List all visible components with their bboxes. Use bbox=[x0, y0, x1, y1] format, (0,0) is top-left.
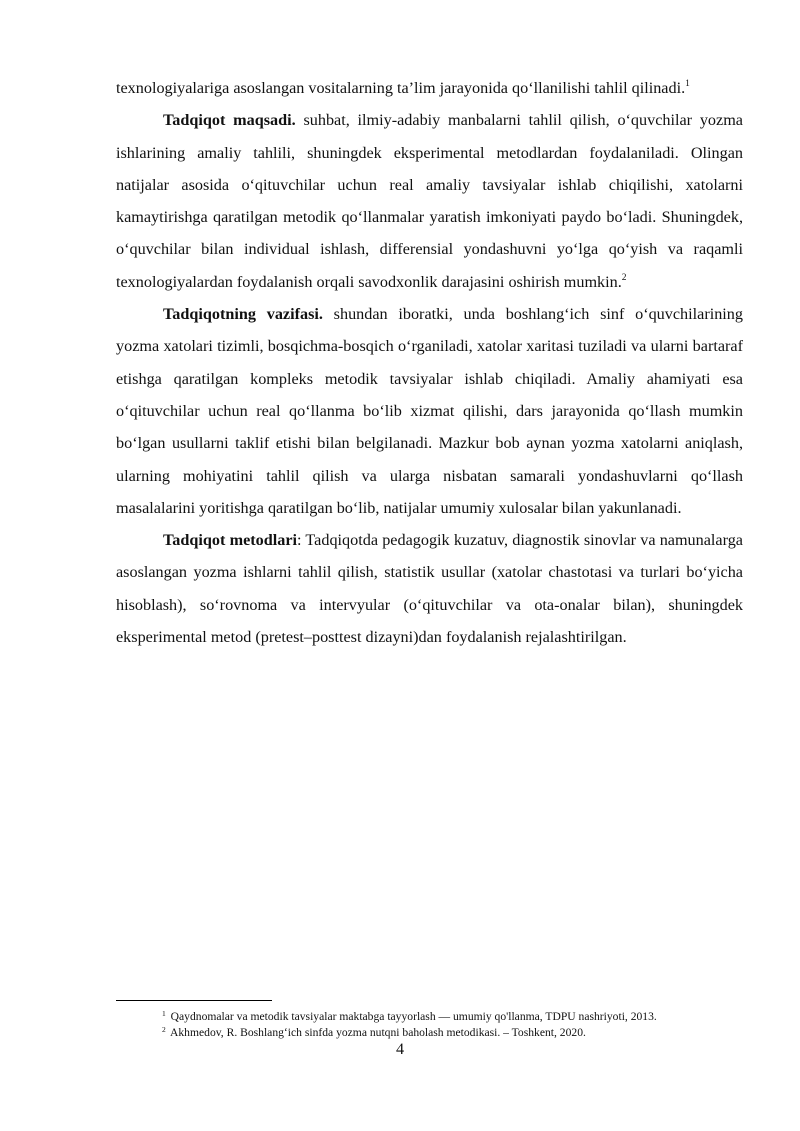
footnote-text: Akhmedov, R. Boshlang‘ich sinfda yozma nutqni baholash metodikasi. – Toshkent, 2020. bbox=[170, 1025, 586, 1039]
paragraph-text: suhbat, ilmiy-adabiy manbalarni tahlil qilish, o‘quvchilar yozma ishlarining amaliy tahlili, shuningdek eksperimental metodlardan foydalaniladi. Olingan natijalar asosida o‘qituvchilar uchun real amaliy tavsiyalar ishlab chiqilishi, xatolarni kamaytirishga qaratilgan metodik qo‘llanmalar yaratish imkoniyati paydo bo‘ladi. Shuningdek, o‘quvchilar bilan individual ishlash, differensial yondashuvni yo‘lga qo‘yish va raqamli texnologiyalardan foydalanish orqali savodxonlik darajasini oshirish mumkin. bbox=[116, 111, 743, 291]
page-body bbox=[116, 72, 743, 653]
paragraph-tasks bbox=[116, 298, 743, 524]
footnote-separator bbox=[116, 1000, 272, 1001]
paragraph-goal bbox=[116, 104, 743, 298]
section-heading-methods: Tadqiqot metodlari bbox=[163, 531, 298, 550]
footnote-number: 2 bbox=[162, 1024, 166, 1034]
footnote-ref-1[interactable]: 1 bbox=[685, 79, 690, 89]
paragraph-intro bbox=[116, 72, 743, 104]
footnote-number: 1 bbox=[162, 1009, 166, 1018]
page-number: 4 bbox=[395, 1040, 405, 1058]
section-heading-goal: Tadqiqot maqsadi. bbox=[163, 111, 296, 130]
footnote-ref-2[interactable]: 2 bbox=[621, 272, 627, 283]
footnotes bbox=[162, 1009, 752, 1040]
paragraph-methods bbox=[116, 524, 743, 653]
paragraph-text: shundan iboratki, unda boshlang‘ich sinf o‘quvchilarining yozma xatolari tizimli, bosqichma-bosqich o‘rganiladi, xatolar xaritasi tuziladi va ularni bartaraf etishga qaratilgan kompleks metodik tavsiyalar ishlab chiqiladi. Amaliy ahamiyati esa o‘qituvchilar uchun real qo‘llanma bo‘lib xizmat qilishi, dars jarayonida qo‘llash mumkin bo‘lgan usullarni taklif etishi bilan belgilanadi. Mazkur bob aynan yozma xatolarni aniqlash, ularning mohiyatini tahlil qilish va ularga nisbatan samarali yondashuvlarni qo‘llash masalalarini yoritishga qaratilgan bo‘lib, natijalar umumiy xulosalar bilan yakunlanadi. bbox=[116, 305, 743, 517]
section-heading-tasks: Tadqiqotning vazifasi. bbox=[163, 305, 323, 324]
paragraph-text: : Tadqiqotda pedagogik kuzatuv, diagnostik sinovlar va namunalarga asoslangan yozma ishlarni tahlil qilish, statistik usullar (xatolar chastotasi va turlari bo‘yicha hisoblash), so‘rovnoma va intervyular (o‘qituvchilar va ota-onalar bilan), shuningdek eksperimental metod (pretest–posttest dizayni)dan foydalanish rejalashtirilgan. bbox=[116, 531, 743, 647]
footnote-text: Qaydnomalar va metodik tavsiyalar maktabga tayyorlash — umumiy qo'llanma, TDPU nashriyoti, 2013. bbox=[170, 1010, 657, 1023]
footnote-1 bbox=[162, 1009, 752, 1025]
footnote-2 bbox=[162, 1025, 752, 1041]
paragraph-text: texnologiyalariga asoslangan vositalarning ta’lim jarayonida qo‘llanilishi tahlil qilinadi. bbox=[116, 79, 686, 97]
